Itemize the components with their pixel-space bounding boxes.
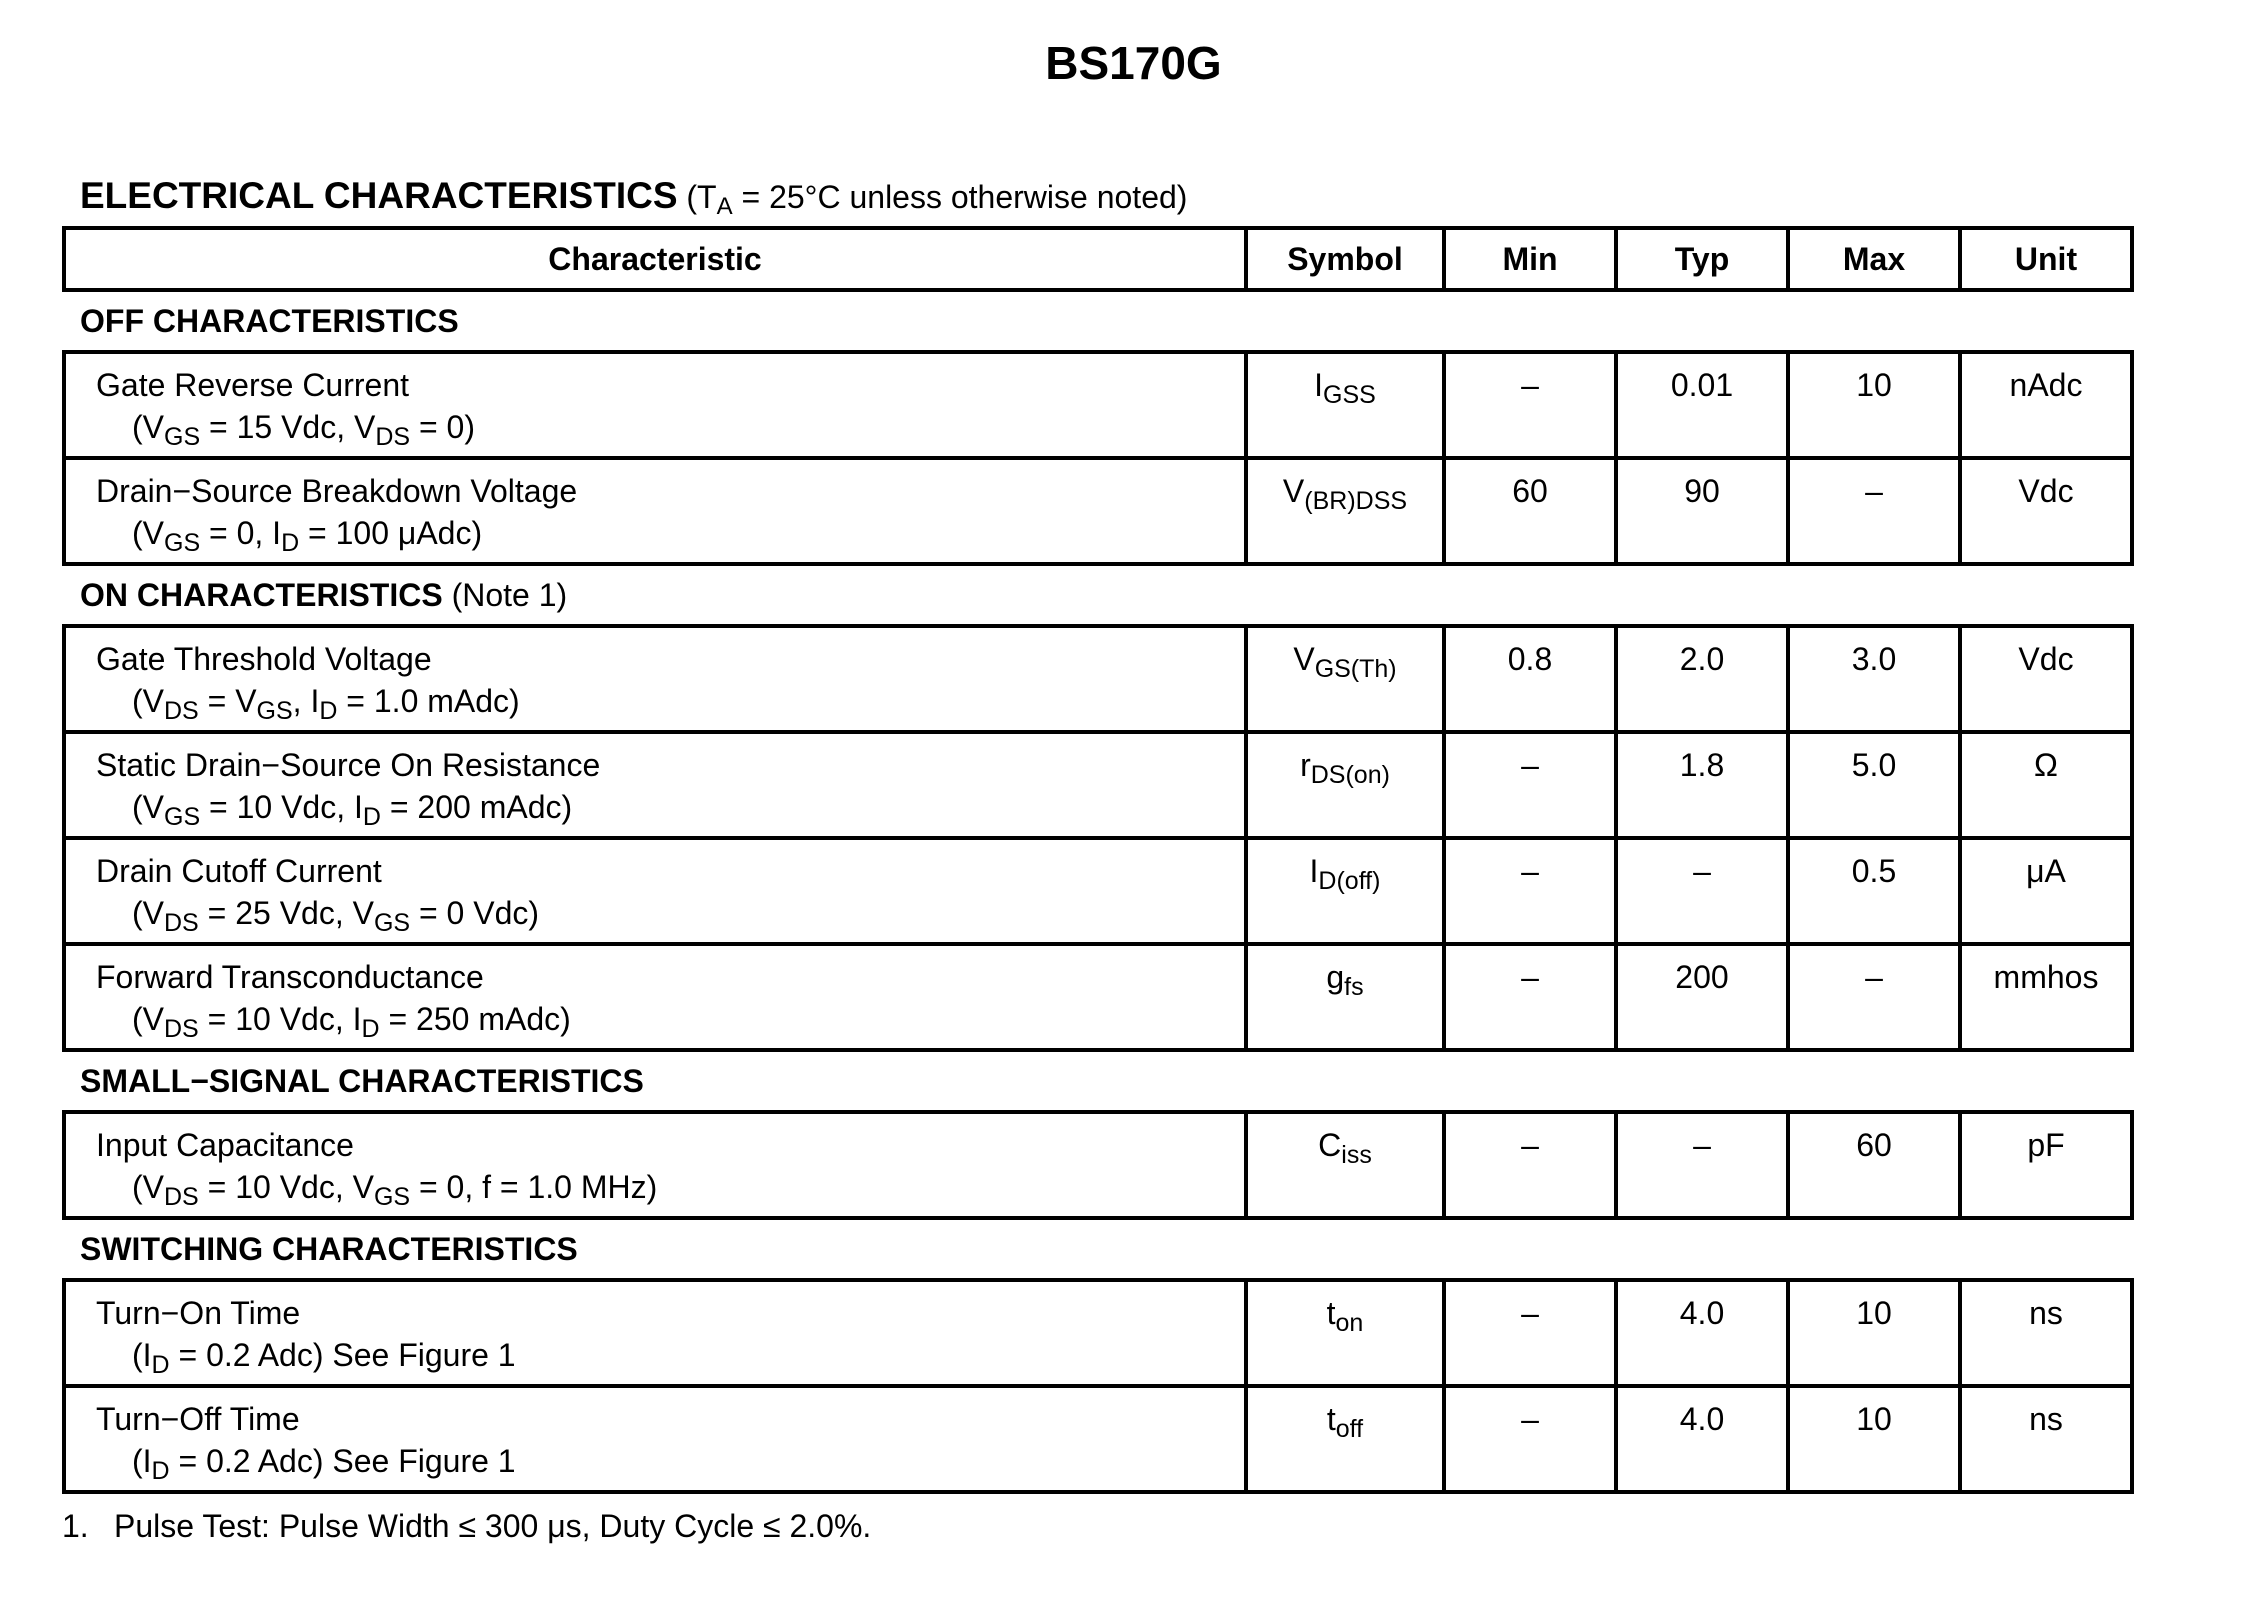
max-cell: 5.0	[1788, 732, 1960, 838]
characteristic-name: Drain−Source Breakdown Voltage	[96, 473, 578, 509]
min-cell: –	[1444, 1386, 1616, 1492]
max-cell: –	[1788, 458, 1960, 564]
column-header-min: Min	[1444, 228, 1616, 290]
characteristic-cell	[64, 1280, 1246, 1386]
section-title: ON CHARACTERISTICS	[80, 576, 443, 613]
min-cell: 60	[1444, 458, 1616, 564]
unit-cell: mmhos	[1960, 944, 2132, 1050]
section-heading	[64, 564, 2132, 626]
typ-cell: –	[1616, 838, 1788, 944]
test-condition: ($V_{DS} = 25$ Vdc, $V_{GS} = 0$ Vdc)	[132, 895, 540, 937]
characteristic-cell	[64, 352, 1246, 458]
table-row	[64, 732, 2132, 838]
symbol-cell: $C_{iss}$	[1246, 1112, 1444, 1218]
symbol-cell: $g_{fs}$	[1246, 944, 1444, 1050]
section-note: (Note 1)	[442, 576, 568, 613]
footnote-text: Pulse Test: Pulse Width ≤ 300 μs, Duty Cycle ≤ 2.0%.	[114, 1508, 872, 1544]
typ-cell: 2.0	[1616, 626, 1788, 732]
test-condition: ($V_{GS} = 0$, $I_D = 100$ μAdc)	[132, 515, 483, 557]
test-condition: ($V_{GS} = 15$ Vdc, $V_{DS} = 0$)	[132, 409, 475, 451]
table-heading	[80, 168, 1187, 225]
max-cell: 60	[1788, 1112, 1960, 1218]
typ-cell: 200	[1616, 944, 1788, 1050]
min-cell: –	[1444, 732, 1616, 838]
symbol-cell: $V_{GS(Th)}$	[1246, 626, 1444, 732]
table-row	[64, 1280, 2132, 1386]
min-cell: –	[1444, 1280, 1616, 1386]
symbol-cell: $r_{DS(on)}$	[1246, 732, 1444, 838]
test-condition: ($V_{DS} = 10$ Vdc, $V_{GS} = 0$, f = 1.0 MHz)	[132, 1169, 658, 1211]
max-cell: 10	[1788, 352, 1960, 458]
section-heading	[64, 1218, 2132, 1280]
table-body	[64, 290, 2132, 1492]
test-condition: ($I_D = 0.2$ Adc) See Figure 1	[132, 1337, 516, 1379]
symbol-cell: $V_{(BR)DSS}$	[1246, 458, 1444, 564]
symbol-cell: $t_{off}$	[1246, 1386, 1444, 1492]
table-title: ELECTRICAL CHARACTERISTICS	[80, 175, 678, 216]
characteristic-cell	[64, 1112, 1246, 1218]
characteristic-name: Turn−Off Time	[96, 1401, 300, 1437]
unit-cell: ns	[1960, 1386, 2132, 1492]
section-row	[64, 1050, 2132, 1112]
min-cell: –	[1444, 1112, 1616, 1218]
table-header-row	[64, 228, 2132, 290]
column-header-symbol: Symbol	[1246, 228, 1444, 290]
test-condition: ($V_{DS} = 10$ Vdc, $I_D = 250$ mAdc)	[132, 1001, 571, 1043]
typ-cell: –	[1616, 1112, 1788, 1218]
characteristic-name: Input Capacitance	[96, 1127, 354, 1163]
max-cell: 3.0	[1788, 626, 1960, 732]
unit-cell: Ω	[1960, 732, 2132, 838]
min-cell: –	[1444, 352, 1616, 458]
section-heading	[64, 1050, 2132, 1112]
table-row	[64, 1386, 2132, 1492]
table-row	[64, 838, 2132, 944]
column-header-unit: Unit	[1960, 228, 2132, 290]
characteristic-name: Static Drain−Source On Resistance	[96, 747, 601, 783]
test-condition: ($V_{GS} = 10$ Vdc, $I_D = 200$ mAdc)	[132, 789, 573, 831]
section-title: OFF CHARACTERISTICS	[80, 302, 459, 339]
document-title: BS170G	[1045, 37, 1222, 89]
min-cell: –	[1444, 838, 1616, 944]
section-heading	[64, 290, 2132, 352]
section-row	[64, 290, 2132, 352]
footnote-number: 1.	[62, 1508, 89, 1544]
typ-cell: 90	[1616, 458, 1788, 564]
table-row	[64, 1112, 2132, 1218]
typ-cell: 0.01	[1616, 352, 1788, 458]
characteristic-cell	[64, 838, 1246, 944]
column-header-max: Max	[1788, 228, 1960, 290]
max-cell: –	[1788, 944, 1960, 1050]
table-condition: ($T_A = 25^\circ C$ unless otherwise noted)	[686, 179, 1188, 220]
max-cell: 10	[1788, 1386, 1960, 1492]
min-cell: –	[1444, 944, 1616, 1050]
footnote	[62, 1504, 871, 1548]
table-row	[64, 944, 2132, 1050]
test-condition: ($V_{DS} = V_{GS}$, $I_D = 1.0$ mAdc)	[132, 683, 520, 725]
table-row	[64, 352, 2132, 458]
unit-cell: Vdc	[1960, 626, 2132, 732]
symbol-cell: $t_{on}$	[1246, 1280, 1444, 1386]
section-row	[64, 1218, 2132, 1280]
characteristic-name: Turn−On Time	[96, 1295, 301, 1331]
characteristic-name: Drain Cutoff Current	[96, 853, 382, 889]
characteristic-cell	[64, 944, 1246, 1050]
electrical-characteristics-table	[62, 226, 2134, 1494]
typ-cell: 1.8	[1616, 732, 1788, 838]
unit-cell: pF	[1960, 1112, 2132, 1218]
section-title: SMALL−SIGNAL CHARACTERISTICS	[80, 1062, 644, 1099]
characteristic-name: Forward Transconductance	[96, 959, 484, 995]
test-condition: ($I_D = 0.2$ Adc) See Figure 1	[132, 1443, 516, 1485]
max-cell: 0.5	[1788, 838, 1960, 944]
characteristic-cell	[64, 1386, 1246, 1492]
unit-cell: ns	[1960, 1280, 2132, 1386]
symbol-cell: $I_{D(off)}$	[1246, 838, 1444, 944]
typ-cell: 4.0	[1616, 1280, 1788, 1386]
characteristic-name: Gate Reverse Current	[96, 367, 410, 403]
section-title: SWITCHING CHARACTERISTICS	[80, 1230, 578, 1267]
unit-cell: μA	[1960, 838, 2132, 944]
characteristic-cell	[64, 458, 1246, 564]
symbol-cell: $I_{GSS}$	[1246, 352, 1444, 458]
column-header-characteristic: Characteristic	[64, 228, 1246, 290]
table-row	[64, 458, 2132, 564]
unit-cell: Vdc	[1960, 458, 2132, 564]
section-row	[64, 564, 2132, 626]
max-cell: 10	[1788, 1280, 1960, 1386]
unit-cell: nAdc	[1960, 352, 2132, 458]
characteristic-cell	[64, 626, 1246, 732]
table-row	[64, 626, 2132, 732]
characteristic-cell	[64, 732, 1246, 838]
column-header-typ: Typ	[1616, 228, 1788, 290]
characteristic-name: Gate Threshold Voltage	[96, 641, 432, 677]
typ-cell: 4.0	[1616, 1386, 1788, 1492]
min-cell: 0.8	[1444, 626, 1616, 732]
